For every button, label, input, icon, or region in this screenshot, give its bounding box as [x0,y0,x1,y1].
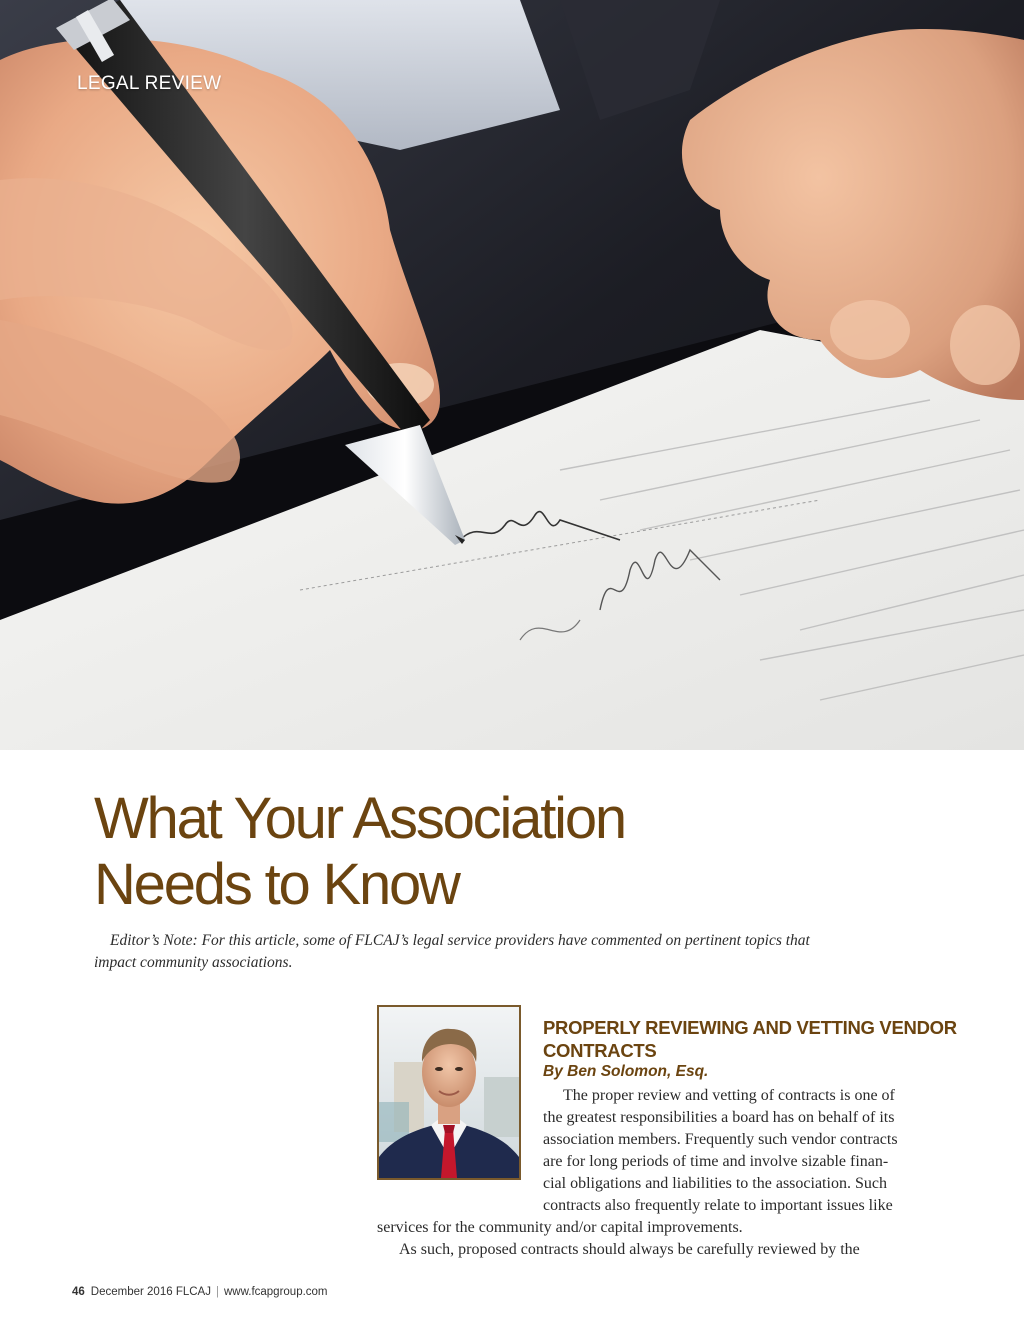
article-body-line: contracts also frequently relate to important issues like [543,1197,893,1214]
issue-info: December 2016 FLCAJ [90,1286,211,1298]
article-body-line: association members. Frequently such vendor contracts [543,1131,898,1148]
article-body-line: the greatest responsibilities a board has on behalf of its [543,1109,895,1126]
page-footer [72,1286,328,1298]
footer-separator: | [215,1286,219,1298]
section-label: LEGAL REVIEW [77,73,222,94]
article-body-line: As such, proposed contracts should always be carefully reviewed by the [399,1241,860,1258]
author-photo-illustration [379,1007,519,1178]
article-byline: By Ben Solomon, Esq. [543,1063,709,1080]
footer-url[interactable]: www.fcapgroup.com [223,1286,328,1298]
editors-note: Editor’s Note: For this article, some of FLCAJ’s legal service providers have commented on pertinent topics that impact community associations. [94,932,810,971]
article-headline [94,786,794,918]
author-portrait [377,1005,521,1180]
headline-line-2: Needs to Know [94,852,459,917]
page-number: 46 [72,1286,85,1298]
article-body-line: services for the community and/or capital improvements. [377,1219,743,1236]
headline-line-1: What Your Association [94,786,625,851]
article-title: PROPERLY REVIEWING AND VETTING VENDOR CONTRACTS [543,1017,957,1061]
article-body-line: cial obligations and liabilities to the association. Such [543,1175,887,1192]
article-body-line: are for long periods of time and involve sizable finan- [543,1153,889,1170]
article-body-line: The proper review and vetting of contracts is one of [563,1087,895,1104]
